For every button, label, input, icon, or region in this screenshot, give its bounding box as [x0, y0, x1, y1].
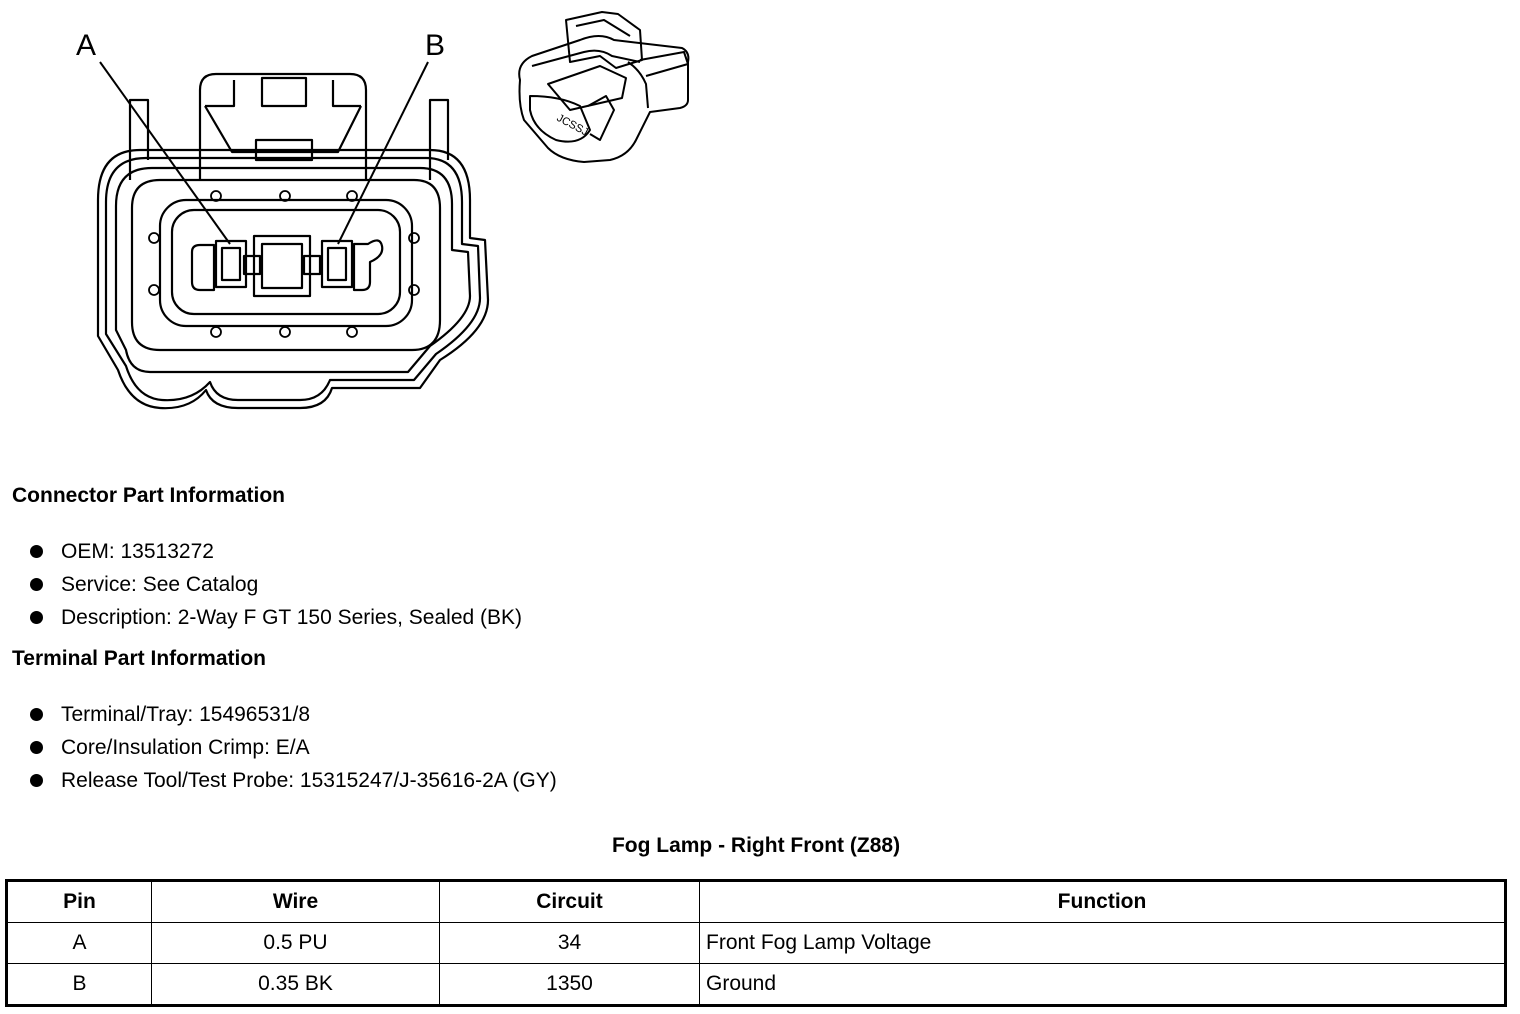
table-row	[7, 964, 1506, 1006]
callout-line-b	[338, 62, 428, 244]
header-pin: Pin	[7, 881, 152, 923]
pin-table	[5, 879, 1507, 1007]
callout-label-b: B	[424, 29, 446, 62]
connector-illustration	[0, 0, 720, 440]
connector-info-title: Connector Part Information	[12, 484, 286, 507]
header-circuit: Circuit	[440, 881, 700, 923]
bullet-icon	[30, 545, 43, 558]
list-item: OEM: 13513272	[28, 535, 522, 568]
latch-housing	[200, 74, 366, 180]
bullet-icon	[30, 611, 43, 624]
cell-circuit: 1350	[440, 964, 700, 1006]
callout-label-a: A	[75, 29, 97, 62]
cell-function: Front Fog Lamp Voltage	[700, 923, 1506, 964]
connector-3d-view	[519, 12, 688, 162]
list-item: Release Tool/Test Probe: 15315247/J-35616-2A (GY)	[28, 764, 557, 797]
bullet-icon	[30, 741, 43, 754]
table-header-row	[7, 881, 1506, 923]
cell-wire: 0.35 BK	[152, 964, 440, 1006]
header-wire: Wire	[152, 881, 440, 923]
terminal-info-title: Terminal Part Information	[12, 647, 266, 670]
bullet-icon	[30, 774, 43, 787]
bullet-icon	[30, 708, 43, 721]
pin-table-title: Fog Lamp - Right Front (Z88)	[611, 834, 901, 857]
cell-pin: A	[7, 923, 152, 964]
list-item: Terminal/Tray: 15496531/8	[28, 698, 557, 731]
terminal-cavities	[192, 236, 382, 296]
cell-pin: B	[7, 964, 152, 1006]
list-item: Core/Insulation Crimp: E/A	[28, 731, 557, 764]
list-item: Description: 2-Way F GT 150 Series, Sealed (BK)	[28, 601, 522, 634]
cell-wire: 0.5 PU	[152, 923, 440, 964]
terminal-info-list	[28, 698, 557, 797]
connector-info-list	[28, 535, 522, 634]
bullet-icon	[30, 578, 43, 591]
cell-function: Ground	[700, 964, 1506, 1006]
outer-housing	[98, 150, 488, 408]
svg-text:JCSSJ: JCSSJ	[554, 112, 590, 139]
seal-holes	[149, 191, 419, 337]
table-row	[7, 923, 1506, 964]
cell-circuit: 34	[440, 923, 700, 964]
header-function: Function	[700, 881, 1506, 923]
list-item: Service: See Catalog	[28, 568, 522, 601]
